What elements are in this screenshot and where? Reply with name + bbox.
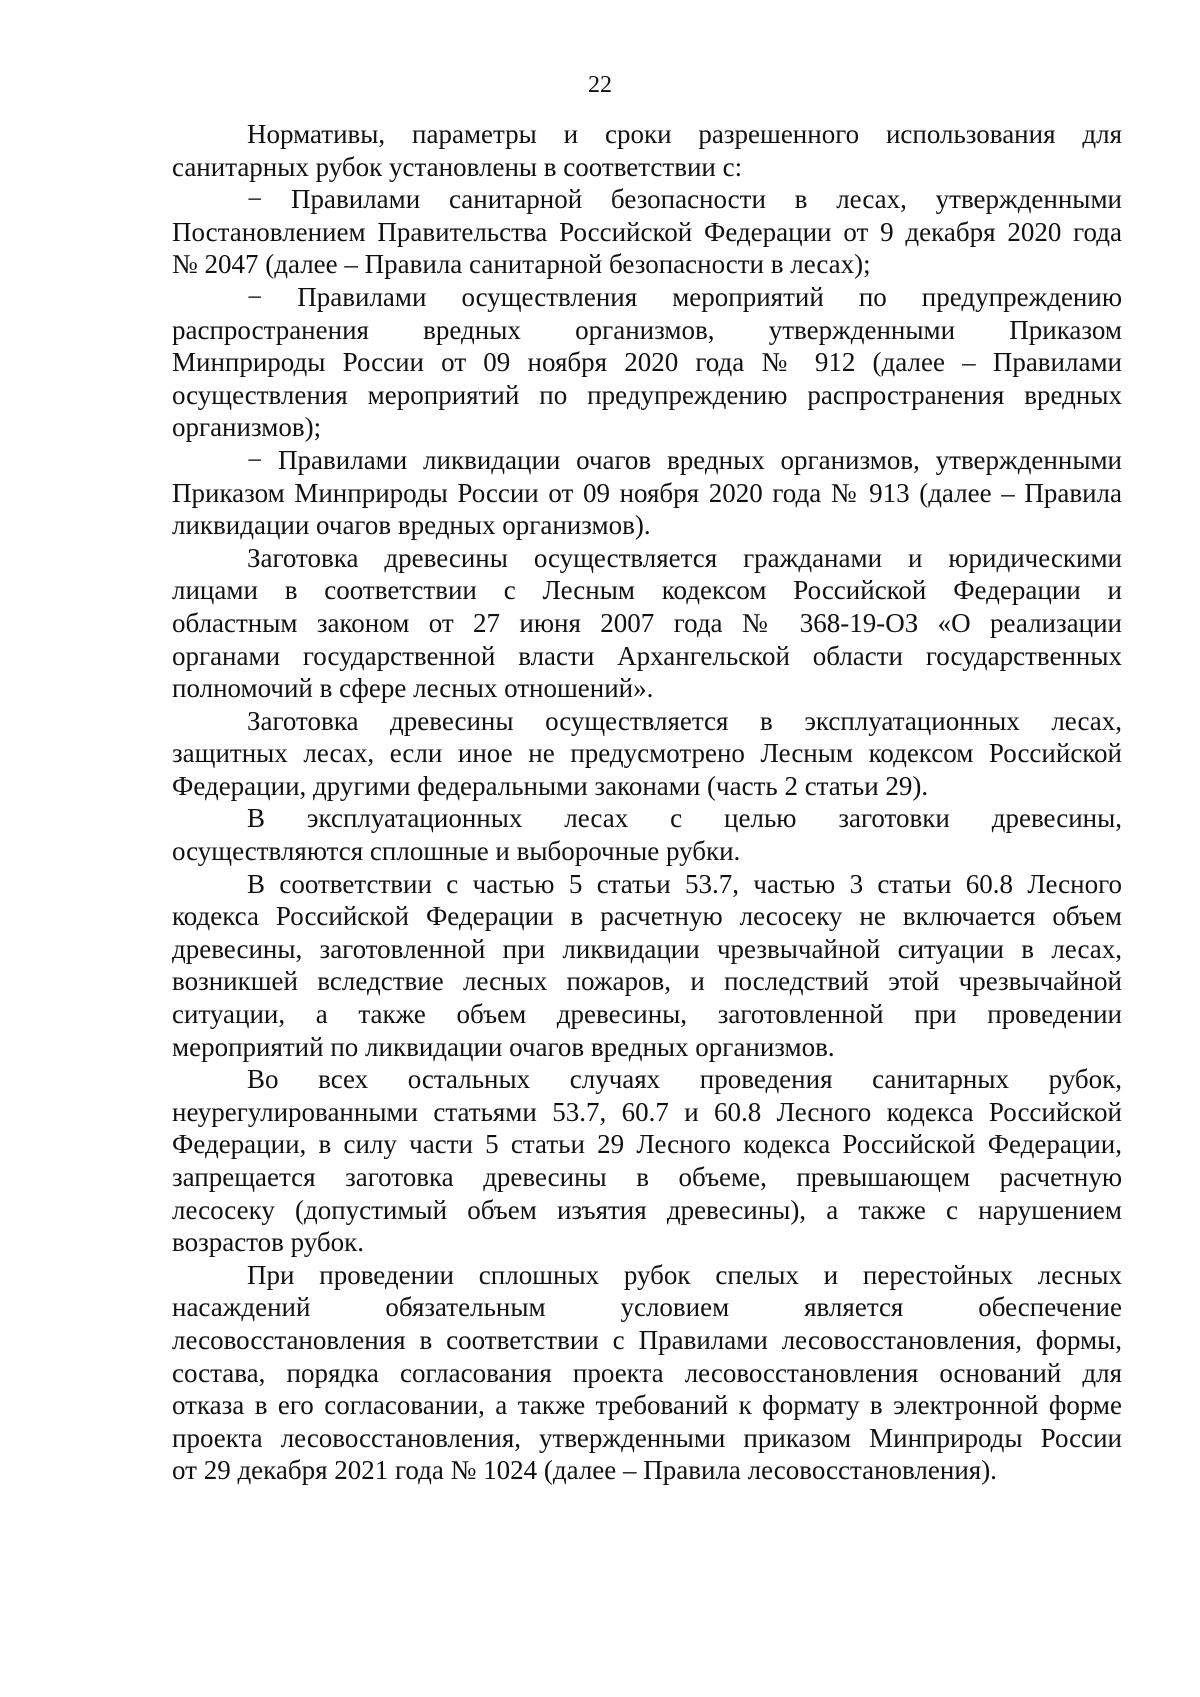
text-line: защитных лесах, если иное не предусмотрено Лесным кодексом Российской [172, 738, 1122, 769]
text-line: древесины, заготовленной при ликвидации чрезвычайной ситуации в лесах, [172, 933, 1122, 964]
paragraph [172, 281, 1122, 444]
text-line: неурегулированными статьями 53.7, 60.7 и 60.8 Лесного кодекса Российской [172, 1096, 1122, 1127]
text-line: В эксплуатационных лесах с целью заготовки древесины, [247, 803, 1122, 834]
text-line: № 2047 (далее – Правила санитарной безопасности в лесах); [172, 249, 871, 280]
text-line: Приказом Минприроды России от 09 ноября 2020 года № 913 (далее – Правила [172, 477, 1122, 508]
text-line: проекта лесовосстановления, утвержденными приказом Минприроды России [172, 1422, 1122, 1453]
text-line: Нормативы, параметры и сроки разрешенного использования для [247, 119, 1122, 149]
text-line: Федерации, другими федеральными законами (часть 2 статьи 29). [172, 770, 929, 801]
text-line: запрещается заготовка древесины в объеме, превышающем расчетную [172, 1162, 1122, 1192]
text-line: возникшей вследствие лесных пожаров, и последствий этой чрезвычайной [172, 966, 1122, 997]
text-line: областным законом от 27 июня 2007 года № 368-19-ОЗ «О реализации [172, 607, 1122, 638]
text-line: состава, порядка согласования проекта лесовосстановления оснований для [172, 1357, 1122, 1388]
document-body [172, 118, 1122, 1487]
paragraph [172, 802, 1122, 867]
paragraph [172, 118, 1122, 183]
paragraph [172, 542, 1122, 705]
text-line: Федерации, в силу части 5 статьи 29 Лесного кодекса Российской Федерации, [172, 1129, 1122, 1160]
text-line: Заготовка древесины осуществляется в эксплуатационных лесах, [247, 705, 1122, 736]
text-line: Заготовка древесины осуществляется гражданами и юридическими [247, 542, 1122, 573]
paragraph [172, 705, 1122, 803]
paragraph [172, 183, 1122, 281]
text-line: лесовосстановления в соответствии с Правилами лесовосстановления, формы, [172, 1324, 1122, 1355]
text-line: При проведении сплошных рубок спелых и перестойных лесных [247, 1259, 1122, 1290]
text-line: осуществляются сплошные и выборочные рубки. [172, 836, 741, 867]
text-line: распространения вредных организмов, утвержденными Приказом [172, 314, 1122, 345]
text-line: лесосеку (допустимый объем изъятия древесины), а также с нарушением [172, 1194, 1122, 1225]
paragraph [172, 868, 1122, 1064]
text-line: отказа в его согласовании, а также требований к формату в электронной форме [172, 1390, 1122, 1421]
text-line: организмов); [172, 412, 322, 443]
text-line: − Правилами санитарной безопасности в лесах, утвержденными [247, 184, 1122, 215]
text-line: полномочий в сфере лесных отношений». [172, 673, 654, 704]
text-line: насаждений обязательным условием является обеспечение [172, 1292, 1122, 1323]
text-line: В соответствии с частью 5 статьи 53.7, частью 3 статьи 60.8 Лесного [247, 868, 1122, 899]
text-line: лицами в соответствии с Лесным кодексом Российской Федерации и [172, 575, 1122, 606]
text-line: возрастов рубок. [172, 1227, 365, 1258]
text-line: кодекса Российской Федерации в расчетную лесосеку не включается объем [172, 901, 1122, 932]
text-line: мероприятий по ликвидации очагов вредных организмов. [172, 1031, 835, 1062]
text-line: − Правилами осуществления мероприятий по предупреждению [247, 281, 1122, 312]
text-line: ситуации, а также объем древесины, заготовленной при проведении [172, 999, 1122, 1030]
paragraph [172, 1259, 1122, 1487]
text-line: Минприроды России от 09 ноября 2020 года № 912 (далее – Правилами [172, 347, 1122, 378]
text-line: Во всех остальных случаях проведения санитарных рубок, [247, 1064, 1122, 1095]
paragraph [172, 1063, 1122, 1259]
text-line: осуществления мероприятий по предупреждению распространения вредных [172, 379, 1122, 410]
text-line: Постановлением Правительства Российской Федерации от 9 декабря 2020 года [172, 216, 1122, 247]
text-line: санитарных рубок установлены в соответствии с: [172, 151, 743, 182]
paragraph [172, 444, 1122, 542]
text-line: от 29 декабря 2021 года № 1024 (далее – Правила лесовосстановления). [172, 1455, 997, 1486]
page-number: 22 [588, 72, 612, 98]
text-line: ликвидации очагов вредных организмов). [172, 510, 651, 541]
text-line: − Правилами ликвидации очагов вредных организмов, утвержденными [247, 444, 1122, 475]
text-line: органами государственной власти Архангельской области государственных [172, 640, 1122, 671]
